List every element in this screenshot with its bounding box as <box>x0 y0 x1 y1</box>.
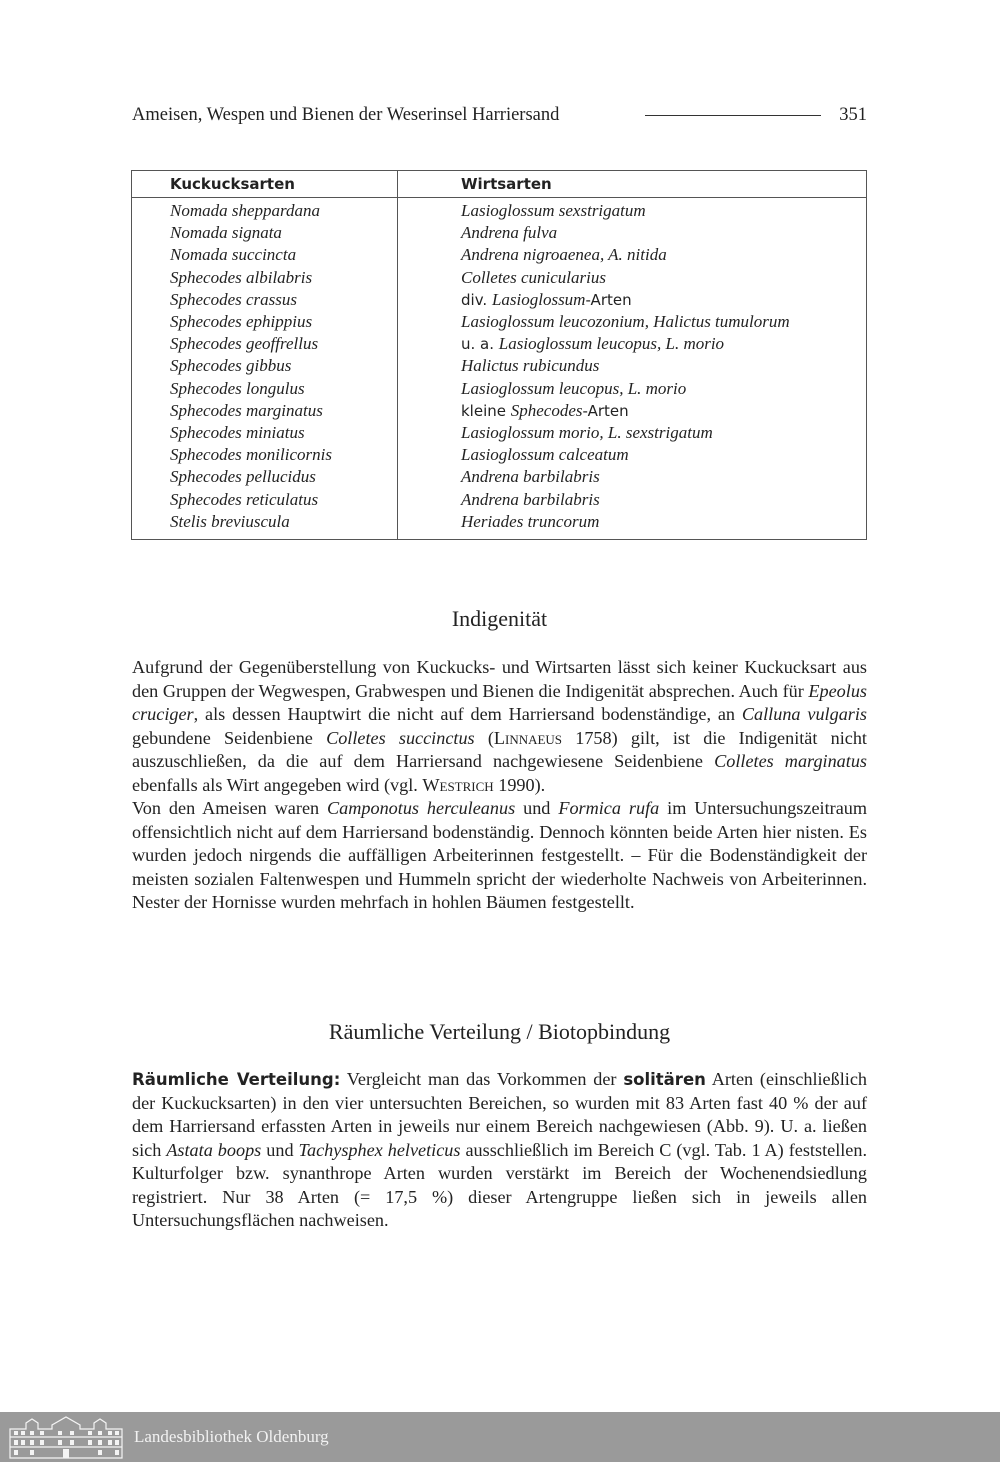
cuckoo-species: Sphecodes geoffrellus <box>132 333 398 355</box>
table-row <box>132 333 867 355</box>
host-text-segment: -Arten <box>582 401 629 420</box>
species-name: Camponotus herculeanus <box>327 798 516 818</box>
text-segment: und <box>515 798 559 818</box>
text-segment: Aufgrund der Gegenüberstellung von Kuckucks- und Wirtsarten lässt sich keiner Kuckucksart aus den Gruppen der Wegwespen, Grabwespen und Bienen die Indigenität absprechen. Auch für <box>132 657 867 701</box>
table-body <box>132 198 867 540</box>
text-segment: 1990). <box>493 774 546 795</box>
host-text-segment: Lasioglossum leucozonium, Halictus tumulorum <box>461 312 790 332</box>
host-text-segment: Andrena barbilabris <box>461 467 600 487</box>
text-segment: Arten (einschließlich der Kuckucksarten) in den vier untersuchten Bereichen, so wurden mit 83 Arten fast 40 % der auf dem Harriersand erfassten Arten in jeweils nur einem Bereich nachgewiesen (Abb. 9). U. a. ließen sich <box>132 1069 867 1160</box>
host-text-segment: Sphecodes <box>510 400 583 420</box>
text-segment: ( <box>474 727 494 748</box>
text-segment: , als dessen Hauptwirt die nicht auf dem Harriersand bodenständige, an <box>193 704 742 724</box>
text-segment: im Untersuchungszeitraum offensichtlich nicht auf dem Harriersand bodenständig. Dennoch könnten beide Arten hier nisten. Es wurden jedoch nirgends die auffälligen Arbeiterinnen festgestellt. – Für die Bodenständigkeit der meisten sozialen Faltenwespen und Hummeln spricht der wiederholte Nachweis von Arbeiterinnen. Nester der Hornisse wurden mehrfach in hohlen Bäumen festgestellt. <box>132 798 868 912</box>
emphasis-text: solitären <box>623 1070 706 1089</box>
host-text-segment: u. a. <box>461 335 499 354</box>
cuckoo-species: Sphecodes longulus <box>132 378 398 400</box>
host-text-segment: Lasioglossum leucopus, L. morio <box>498 334 725 354</box>
cuckoo-species: Nomada sheppardana <box>132 198 398 223</box>
paragraph-indigenitaet-1 <box>132 656 867 797</box>
cuckoo-species: Sphecodes pellucidus <box>132 466 398 488</box>
species-name: Astata boops <box>166 1139 262 1160</box>
running-header <box>132 102 867 128</box>
running-title: Ameisen, Wespen und Bienen der Weserinsel Harriersand <box>132 104 560 125</box>
table-row <box>132 511 867 540</box>
text-segment: ebenfalls als Wirt angegeben wird (vgl. <box>132 774 423 795</box>
host-species <box>398 333 867 355</box>
table-row <box>132 222 867 244</box>
table-row <box>132 488 867 510</box>
host-text-segment: div. <box>461 290 492 309</box>
section-heading-verteilung: Räumliche Verteilung / Biotopbindung <box>328 1019 671 1044</box>
author-citation: Westrich <box>422 774 494 795</box>
cuckoo-species: Sphecodes miniatus <box>132 422 398 444</box>
text-segment: gebundene Seidenbiene <box>132 727 327 748</box>
cuckoo-species: Sphecodes crassus <box>132 289 398 311</box>
host-species <box>398 511 867 540</box>
library-name: Landesbibliothek Oldenburg <box>134 1427 329 1446</box>
host-species <box>398 289 867 311</box>
species-name: Colletes succinctus <box>326 727 475 748</box>
table-row <box>132 378 867 400</box>
paragraph-indigenitaet-2 <box>132 797 867 915</box>
table-row <box>132 311 867 333</box>
footer-banner <box>0 1412 1000 1462</box>
host-text-segment: Lasioglossum calceatum <box>461 445 629 465</box>
text-segment: 1758) gilt, ist die Indigenität nicht auszuschließen, da die auf dem Harriersand nachgewiesene Seidenbiene <box>132 727 867 771</box>
host-text-segment: kleine <box>461 401 511 420</box>
cuckoo-species: Stelis breviuscula <box>132 511 398 540</box>
host-text-segment: Lasioglossum <box>491 289 586 309</box>
cuckoo-species: Sphecodes marginatus <box>132 400 398 422</box>
host-text-segment: Andrena fulva <box>461 223 558 243</box>
library-building-icon <box>6 1415 126 1459</box>
host-text-segment: Halictus rubicundus <box>461 356 600 376</box>
cuckoo-species: Nomada signata <box>132 222 398 244</box>
host-species <box>398 267 867 289</box>
table-row <box>132 289 867 311</box>
section-heading-indigenitaet: Indigenität <box>451 606 548 631</box>
table-row <box>132 244 867 266</box>
host-species <box>398 355 867 377</box>
text-segment: Vergleicht man das Vorkommen der <box>340 1069 624 1089</box>
table-row <box>132 444 867 466</box>
table-row <box>132 355 867 377</box>
host-species <box>398 311 867 333</box>
cuckoo-species: Nomada succincta <box>132 244 398 266</box>
host-text-segment: Andrena nigroaenea, A. nitida <box>461 245 667 265</box>
table-row <box>132 466 867 488</box>
species-name: Epeolus cruciger <box>132 680 867 724</box>
table-row <box>132 198 867 223</box>
cuckoo-species: Sphecodes albilabris <box>132 267 398 289</box>
host-species <box>398 444 867 466</box>
host-species <box>398 488 867 510</box>
host-species <box>398 198 867 223</box>
cuckoo-species: Sphecodes monilicornis <box>132 444 398 466</box>
host-text-segment: Colletes cunicularius <box>461 267 606 287</box>
column-header-cuckoo: Kuckucksarten <box>132 171 398 198</box>
table-row <box>132 400 867 422</box>
text-segment: ausschließlich im Bereich C (vgl. Tab. 1 A) feststellen. Kulturfolger bzw. synanthrope Arten wurden verstärkt im Bereich der Wochenendsiedlung registriert. Nur 38 Arten (= 17,5 %) dieser Artengruppe ließen sich in jeweils allen Untersuchungsflächen nachweisen. <box>132 1139 868 1230</box>
table-row <box>132 267 867 289</box>
species-name: Formica rufa <box>558 798 660 818</box>
host-text-segment: Andrena barbilabris <box>461 489 600 509</box>
host-text-segment: Lasioglossum sexstrigatum <box>461 201 646 221</box>
host-text-segment: Heriades truncorum <box>461 511 600 531</box>
emphasis-text: Räumliche Verteilung: <box>132 1070 341 1089</box>
cuckoo-species: Sphecodes ephippius <box>132 311 398 333</box>
host-text-segment: Lasioglossum morio, L. sexstrigatum <box>461 422 713 442</box>
table-header-row <box>132 171 867 198</box>
cuckoo-host-table <box>131 170 867 540</box>
host-species <box>398 244 867 266</box>
text-segment: Von den Ameisen waren <box>132 798 328 818</box>
author-citation: Linnaeus <box>493 727 563 748</box>
host-species <box>398 400 867 422</box>
host-species <box>398 378 867 400</box>
host-species <box>398 222 867 244</box>
host-species <box>398 422 867 444</box>
species-name: Tachysphex helveticus <box>298 1139 461 1160</box>
species-name: Calluna vulgaris <box>741 704 868 724</box>
page-number: 351 <box>839 104 867 125</box>
text-segment: und <box>261 1139 299 1160</box>
host-text-segment: -Arten <box>585 290 632 309</box>
cuckoo-species: Sphecodes gibbus <box>132 355 398 377</box>
table-row <box>132 422 867 444</box>
paragraph-verteilung-1 <box>132 1068 867 1233</box>
column-header-host: Wirtsarten <box>398 171 867 198</box>
cuckoo-species: Sphecodes reticulatus <box>132 488 398 510</box>
species-name: Colletes marginatus <box>714 751 867 771</box>
host-species <box>398 466 867 488</box>
header-rule <box>645 115 821 116</box>
host-text-segment: Lasioglossum leucopus, L. morio <box>461 378 687 398</box>
